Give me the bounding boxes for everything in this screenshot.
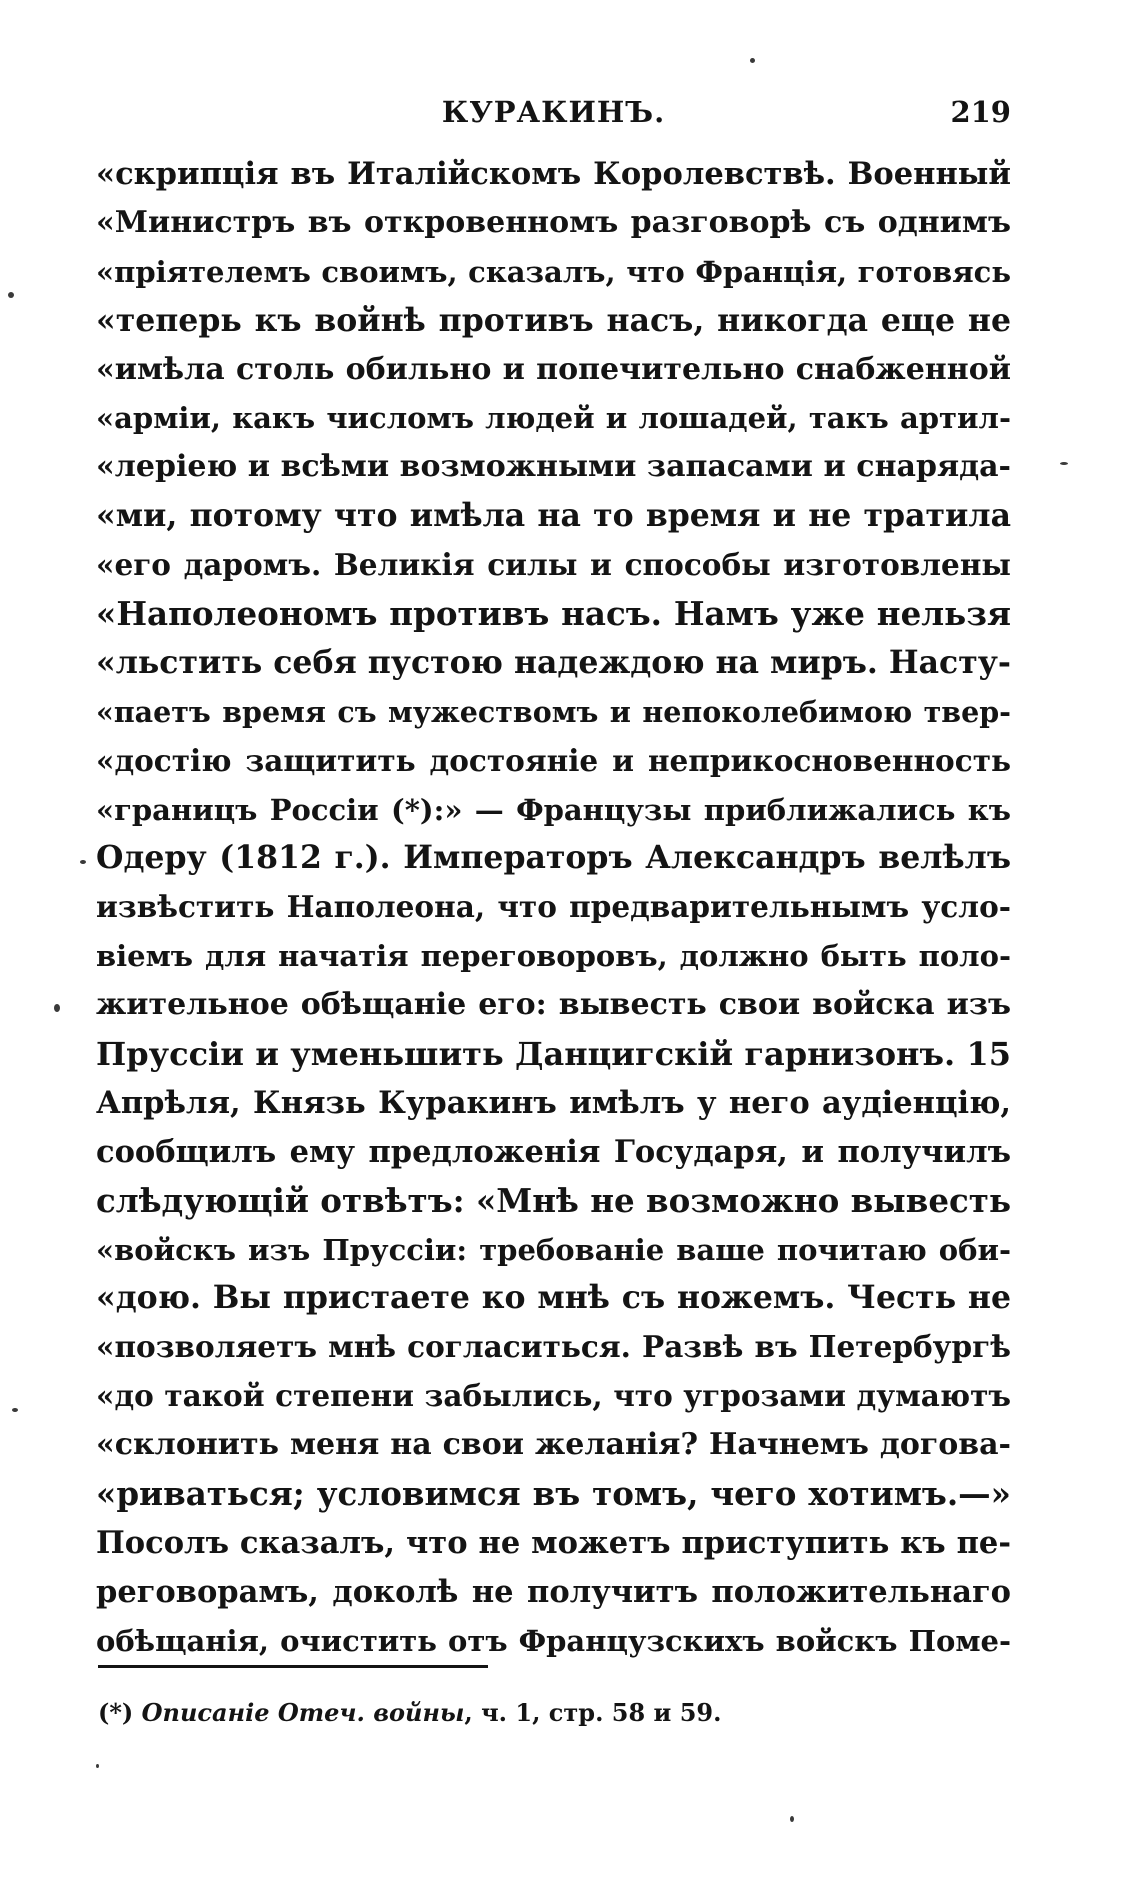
footnote-rule — [98, 1665, 488, 1668]
text-line: обѣщанія, очистить отъ Французскихъ войскъ Поме- — [96, 1623, 1011, 1658]
text-line: Пруссіи и уменьшить Данцигскій гарнизонъ. 15 — [96, 1035, 1011, 1074]
text-line: сообщилъ ему предложенія Государя, и получилъ — [96, 1133, 1011, 1170]
text-line: реговорамъ, доколѣ не получитъ положительнаго — [96, 1573, 1011, 1610]
text-line: Посолъ сказалъ, что не можетъ приступить къ пе- — [96, 1524, 1011, 1561]
text-line: «до такой степени забылись, что угрозами думаютъ — [96, 1378, 1011, 1414]
text-line: слѣдующій отвѣтъ: «Мнѣ не возможно вывесть — [96, 1180, 1011, 1220]
scan-speck — [80, 860, 86, 864]
scan-speck — [96, 1764, 99, 1768]
text-line: «льстить себя пустою надеждою на миръ. Насту- — [96, 643, 1011, 681]
text-line: «имѣла столь обильно и попечительно снабженной — [96, 351, 1011, 387]
text-line: «теперь къ войнѣ противъ насъ, никогда еще не — [96, 301, 1011, 339]
text-line: віемъ для начатія переговоровъ, должно быть поло- — [96, 939, 1011, 974]
text-line: «арміи, какъ числомъ людей и лошадей, такъ артил- — [96, 401, 1011, 436]
text-line: «склонить меня на свои желанія? Начнемъ догова- — [96, 1427, 1011, 1463]
text-line: «дою. Вы пристаете ко мнѣ съ ножемъ. Честь не — [96, 1279, 1011, 1317]
text-line: «позволяетъ мнѣ согласиться. Развѣ въ Петербургѣ — [96, 1329, 1011, 1365]
scan-speck — [750, 58, 755, 63]
body-text — [96, 150, 1011, 1666]
text-line: «ми, потому что имѣла на то время и не тратила — [96, 497, 1011, 535]
text-line: «паетъ время съ мужествомъ и непоколебимою твер- — [96, 694, 1011, 729]
text-line: Одеру (1812 г.). Императоръ Александръ велѣлъ — [96, 839, 1011, 877]
text-line: «Наполеономъ противъ насъ. Намъ уже нельзя — [96, 594, 1011, 634]
footnote-source: Описаніе Отеч. войны — [141, 1698, 465, 1727]
scan-speck — [54, 1004, 60, 1012]
scan-speck — [12, 1408, 18, 1412]
scan-speck — [1060, 462, 1068, 465]
text-line: «Министръ въ откровенномъ разговорѣ съ однимъ — [96, 204, 1011, 240]
text-line: «скрипція въ Италійскомъ Королевствѣ. Военный — [96, 156, 1011, 192]
footnote-marker: (*) — [98, 1698, 134, 1727]
page-number: 219 — [950, 95, 1011, 129]
text-line: «леріею и всѣми возможными запасами и снаряда- — [96, 449, 1011, 485]
text-line: «пріятелемъ своимъ, сказалъ, что Франція, готовясь — [96, 254, 1011, 289]
scan-speck — [790, 1816, 794, 1822]
running-head: КУРАКИНЪ. — [441, 95, 666, 129]
footnote — [98, 1697, 998, 1729]
footnote-reference: , ч. 1, стр. 58 и 59. — [464, 1698, 722, 1727]
text-line: Апрѣля, Князь Куракинъ имѣлъ у него аудіенцію, — [96, 1084, 1011, 1121]
text-line: «границъ Россіи (*):» — Французы приближались къ — [96, 792, 1011, 827]
text-line: «риваться; условимся въ томъ, чего хотимъ.—» — [96, 1474, 1011, 1514]
page-header — [96, 92, 1011, 132]
text-line: «его даромъ. Великія силы и способы изготовлены — [96, 547, 1011, 583]
scan-speck — [8, 292, 14, 298]
text-line: извѣстить Наполеона, что предварительнымъ усло- — [96, 889, 1011, 925]
text-line: «достію защитить достояніе и неприкосновенность — [96, 742, 1011, 778]
text-line: «войскъ изъ Пруссіи: требованіе ваше почитаю оби- — [96, 1232, 1011, 1267]
text-line: жительное обѣщаніе его: вывесть свои войска изъ — [96, 987, 1011, 1023]
